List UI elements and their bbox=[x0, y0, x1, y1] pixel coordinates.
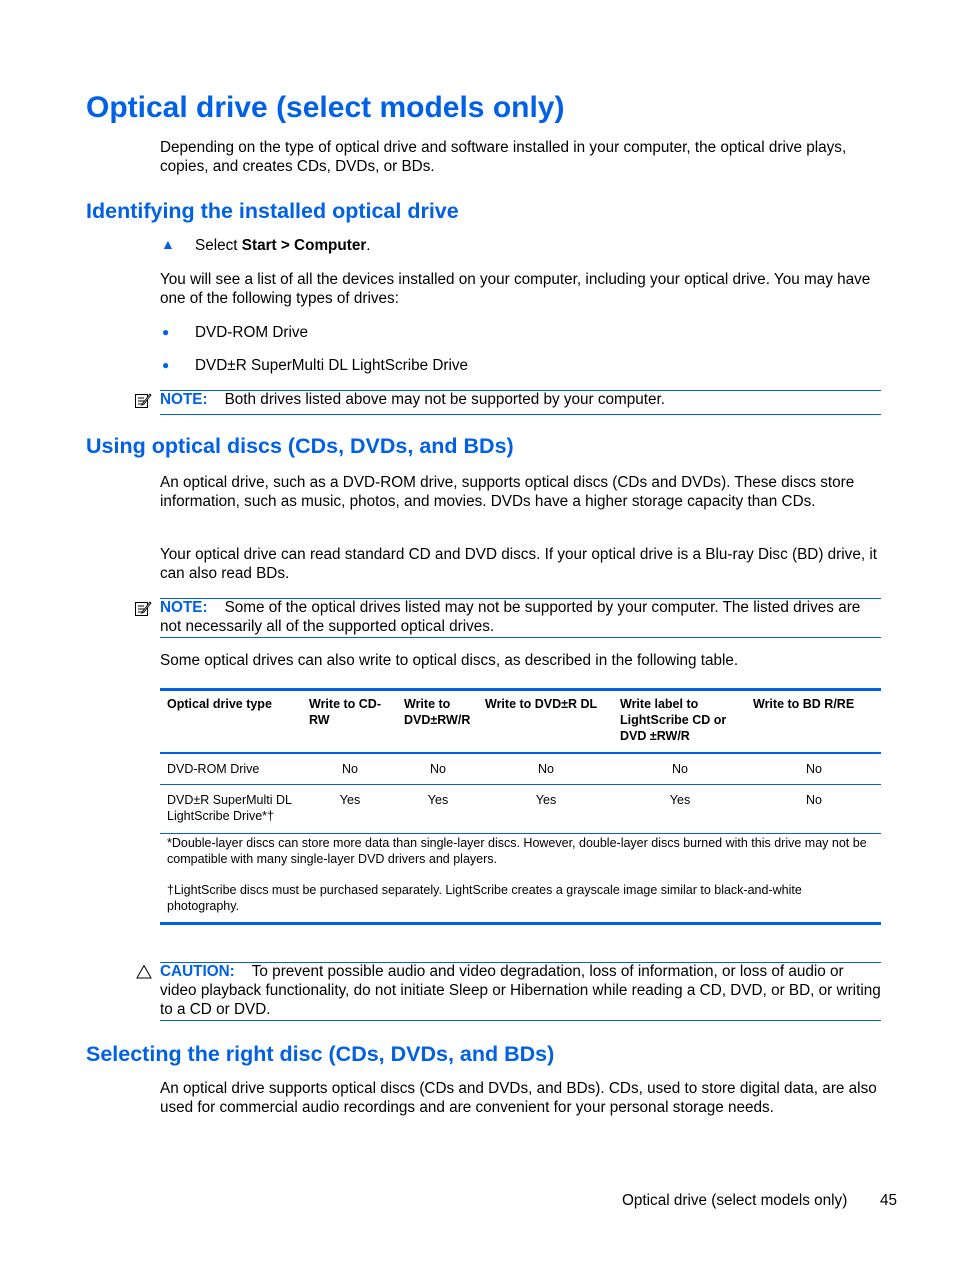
table-cell: No bbox=[430, 762, 446, 776]
table-cell: Yes bbox=[669, 793, 691, 807]
column-header: Write to DVD±R DL bbox=[485, 697, 598, 711]
table-footnote-lightscribe: †LightScribe discs must be purchased separately. LightScribe creates a grayscale image similar to black-and-white photography. bbox=[167, 883, 802, 913]
caution-bottom-rule bbox=[160, 1020, 881, 1021]
note-1: NOTE: Both drives listed above may not be supported by your computer. bbox=[160, 391, 666, 408]
column-header: Write label to LightScribe CD or DVD ±RW/R bbox=[620, 697, 727, 743]
table-cell: No bbox=[538, 762, 554, 776]
table-bottom-rule bbox=[160, 922, 881, 925]
note-icon bbox=[134, 392, 152, 410]
note-bottom-rule bbox=[160, 414, 881, 415]
table-cell: Yes bbox=[427, 793, 449, 807]
note-bottom-rule bbox=[160, 637, 881, 638]
table-cell: DVD-ROM Drive bbox=[167, 762, 260, 776]
devices-paragraph: You will see a list of all the devices installed on your computer, including your optical drive. You may have one of the following types of drives: bbox=[160, 271, 871, 307]
table-header-row bbox=[160, 688, 881, 753]
bullet-icon: ● bbox=[162, 325, 170, 339]
column-header: Write to CD-RW bbox=[309, 697, 381, 727]
list-item: DVD±R SuperMulti DL LightScribe Drive bbox=[195, 357, 469, 374]
table-cell: No bbox=[806, 793, 822, 807]
read-paragraph: Your optical drive can read standard CD and DVD discs. If your optical drive is a Blu-ray Disc (BD) drive, it can also read BDs. bbox=[160, 546, 877, 582]
bullet-icon: ● bbox=[162, 358, 170, 372]
section-heading-identifying: Identifying the installed optical drive bbox=[86, 199, 459, 223]
table-row bbox=[160, 785, 881, 834]
discs-paragraph: An optical drive, such as a DVD-ROM drive, supports optical discs (CDs and DVDs). These discs store information, such as music, photos, and movies. DVDs have a higher storage capacity than CDs. bbox=[160, 474, 855, 510]
list-item: DVD-ROM Drive bbox=[195, 324, 309, 341]
section-heading-using: Using optical discs (CDs, DVDs, and BDs) bbox=[86, 434, 514, 458]
column-header: Write to DVD±RW/R bbox=[404, 697, 471, 727]
table-footnote-double-layer: *Double-layer discs can store more data than single-layer discs. However, double-layer discs burned with this drive may not be compatible with many single-layer DVD drivers and players. bbox=[167, 836, 867, 866]
column-header: Optical drive type bbox=[167, 697, 272, 711]
step-instruction: Select Start > Computer. bbox=[195, 237, 371, 254]
note-2: NOTE: Some of the optical drives listed may not be supported by your computer. The listed drives are not necessarily all of the supported optical drives. bbox=[160, 599, 861, 635]
footer-section-title: Optical drive (select models only) bbox=[622, 1192, 848, 1209]
page-number: 45 bbox=[880, 1192, 898, 1209]
caution-note: CAUTION: To prevent possible audio and video degradation, loss of information, or loss of audio or video playback functionality, do not initiate Sleep or Hibernation while reading a CD, DVD, or BD, or writing to a CD or DVD. bbox=[160, 963, 881, 1018]
table-cell: No bbox=[672, 762, 688, 776]
optical-drive-table bbox=[160, 688, 881, 834]
table-cell: No bbox=[342, 762, 358, 776]
triangle-icon: ▲ bbox=[161, 236, 175, 252]
section-heading-selecting: Selecting the right disc (CDs, DVDs, and BDs) bbox=[86, 1042, 555, 1066]
caution-icon bbox=[136, 964, 152, 979]
page-title: Optical drive (select models only) bbox=[86, 91, 565, 124]
note-icon bbox=[134, 600, 152, 618]
table-cell: DVD±R SuperMulti DL LightScribe Drive*† bbox=[167, 793, 292, 823]
write-paragraph: Some optical drives can also write to optical discs, as described in the following table. bbox=[160, 652, 739, 669]
selecting-paragraph: An optical drive supports optical discs (CDs and DVDs, and BDs). CDs, used to store digital data, are also used for commercial audio recordings and are convenient for your personal storage needs. bbox=[160, 1080, 877, 1116]
column-header: Write to BD R/RE bbox=[753, 697, 855, 711]
table-row bbox=[160, 753, 881, 785]
table-cell: Yes bbox=[339, 793, 361, 807]
table-cell: No bbox=[806, 762, 822, 776]
table-cell: Yes bbox=[535, 793, 557, 807]
intro-paragraph: Depending on the type of optical drive and software installed in your computer, the optical drive plays, copies, and creates CDs, DVDs, or BDs. bbox=[160, 139, 847, 175]
